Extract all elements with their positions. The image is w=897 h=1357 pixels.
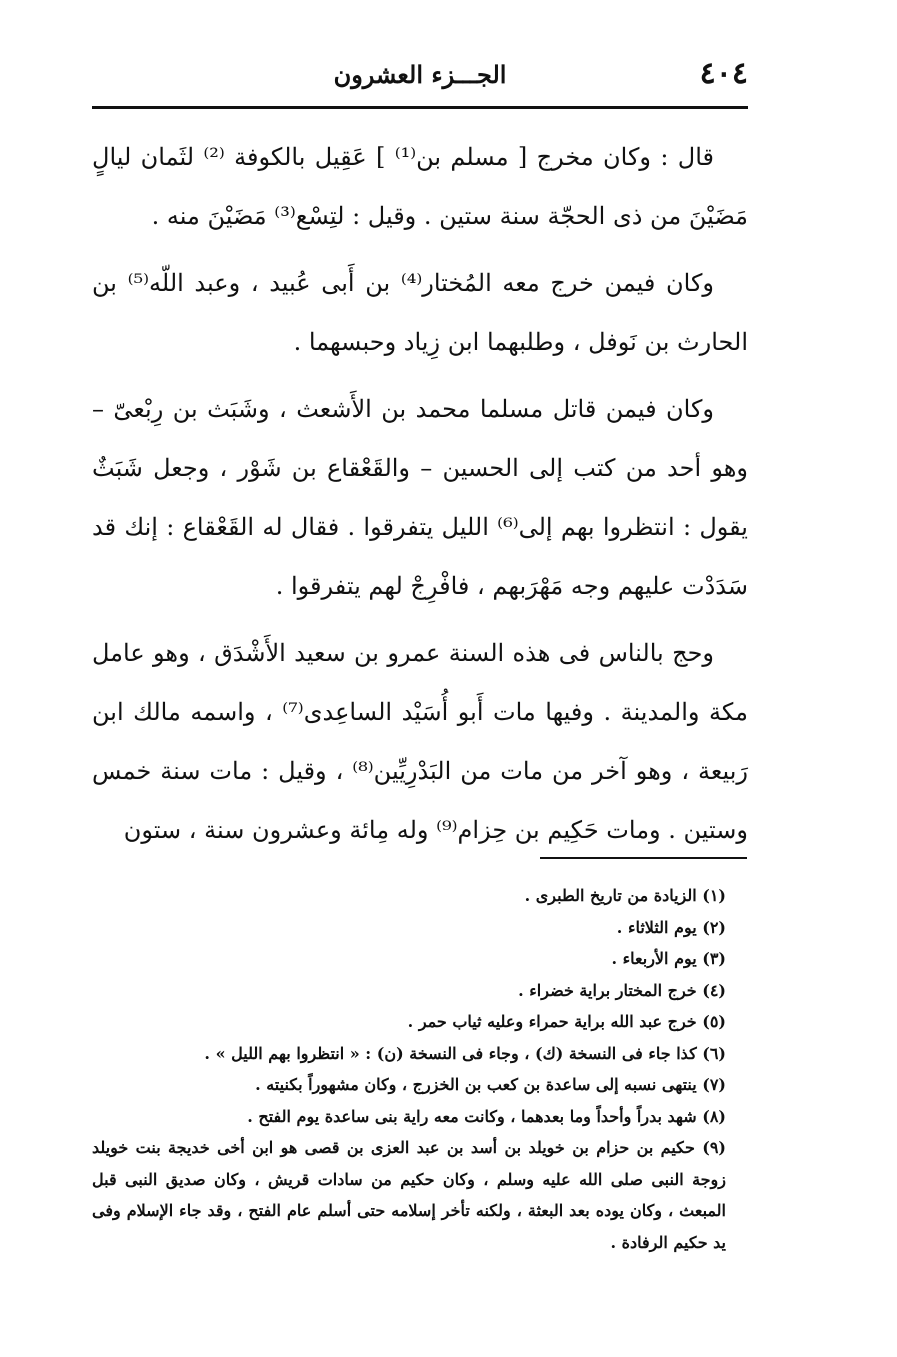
footnote: (٨) شهد بدراً وأحداً وما بعدهما ، وكانت معه راية بنى ساعدة يوم الفتح . — [247, 1106, 726, 1126]
footnote: (٤) خرج المختار براية خضراء . — [518, 980, 726, 1000]
paragraph: وكان فيمن خرج معه المُختار⁽⁴⁾ بن أَبى عُبيد ، وعبد اللّه⁽⁵⁾ بن الحارث بن نَوفل ، وطلبهما ابن زِياد وحبسهما . — [92, 269, 748, 356]
paragraph: وكان فيمن قاتل مسلما محمد بن الأَشعث ، وشَبَث بن رِبْعىّ – وهو أحد من كتب إلى الحسين – والقَعْقاع بن شَوْر ، وجعل شَبَثٌ يقول : انتظروا بهم إلى⁽⁶⁾ الليل يتفرقوا . فقال له القَعْقاع : إنك قد سَدَدْت عليهم وجه مَهْرَبهم ، فافْرِجْ لهم يتفرقوا . — [92, 395, 748, 600]
footnote: (١) الزيادة من تاريخ الطبرى . — [524, 886, 726, 905]
running-title: الجـــزء العشرون — [333, 60, 507, 89]
footnote: (٥) خرج عبد الله براية حمراء وعليه ثياب حمر . — [407, 1012, 726, 1031]
footnote: (٩) حكيم بن حزام بن خويلد بن أسد بن عبد العزى بن قصى هو ابن أخى خديجة بنت خويلد زوجة النبى صلى الله عليه وسلم ، وكان حكيم من سادات قريش ، وكان صديق النبى قبل المبعث ، وكان يوده بعد البعثة ، ولكنه تأخر إسلامه حتى أسلم عام الفتح ، وقد جاء الإسلام وفى يد حكيم الرفادة . — [92, 1138, 726, 1252]
header-rule — [92, 106, 748, 109]
footnote: (٣) يوم الأربعاء . — [611, 949, 726, 968]
footnote-rule — [540, 857, 747, 859]
footnote: (٢) يوم الثلاثاء . — [616, 917, 726, 937]
page-number: ٤٠٤ — [699, 56, 748, 91]
page-header — [92, 52, 748, 106]
footnotes — [92, 880, 748, 1258]
main-text — [92, 128, 748, 860]
footnote: (٦) كذا جاء فى النسخة (ك) ، وجاء فى النسخة (ن) : « انتظروا بهم الليل » . — [204, 1043, 726, 1063]
footnote: (٧) ينتهى نسبه إلى ساعدة بن كعب بن الخزرج ، وكان مشهوراً بكنيته . — [255, 1075, 726, 1094]
paragraph: قال : وكان مخرج [ مسلم بن⁽¹⁾ ] عَقِيل بالكوفة ⁽²⁾ لثَمان ليالٍ مَضَيْنَ من ذى الحجّة سنة ستين . وقيل : لتِسْع⁽³⁾ مَضَيْنَ منه . — [92, 143, 748, 230]
paragraph: وحج بالناس فى هذه السنة عمرو بن سعيد الأَشْدَق ، وهو عامل مكة والمدينة . وفيها مات أَبو أُسَيْد الساعِدى⁽⁷⁾ ، واسمه مالك ابن رَبيعة ، وهو آخر من مات من البَدْرِيِّين⁽⁸⁾ ، وقيل : مات سنة خمس وستين . ومات حَكِيم بن حِزام⁽⁹⁾ وله مِائة وعشرون سنة ، ستون — [92, 639, 748, 844]
